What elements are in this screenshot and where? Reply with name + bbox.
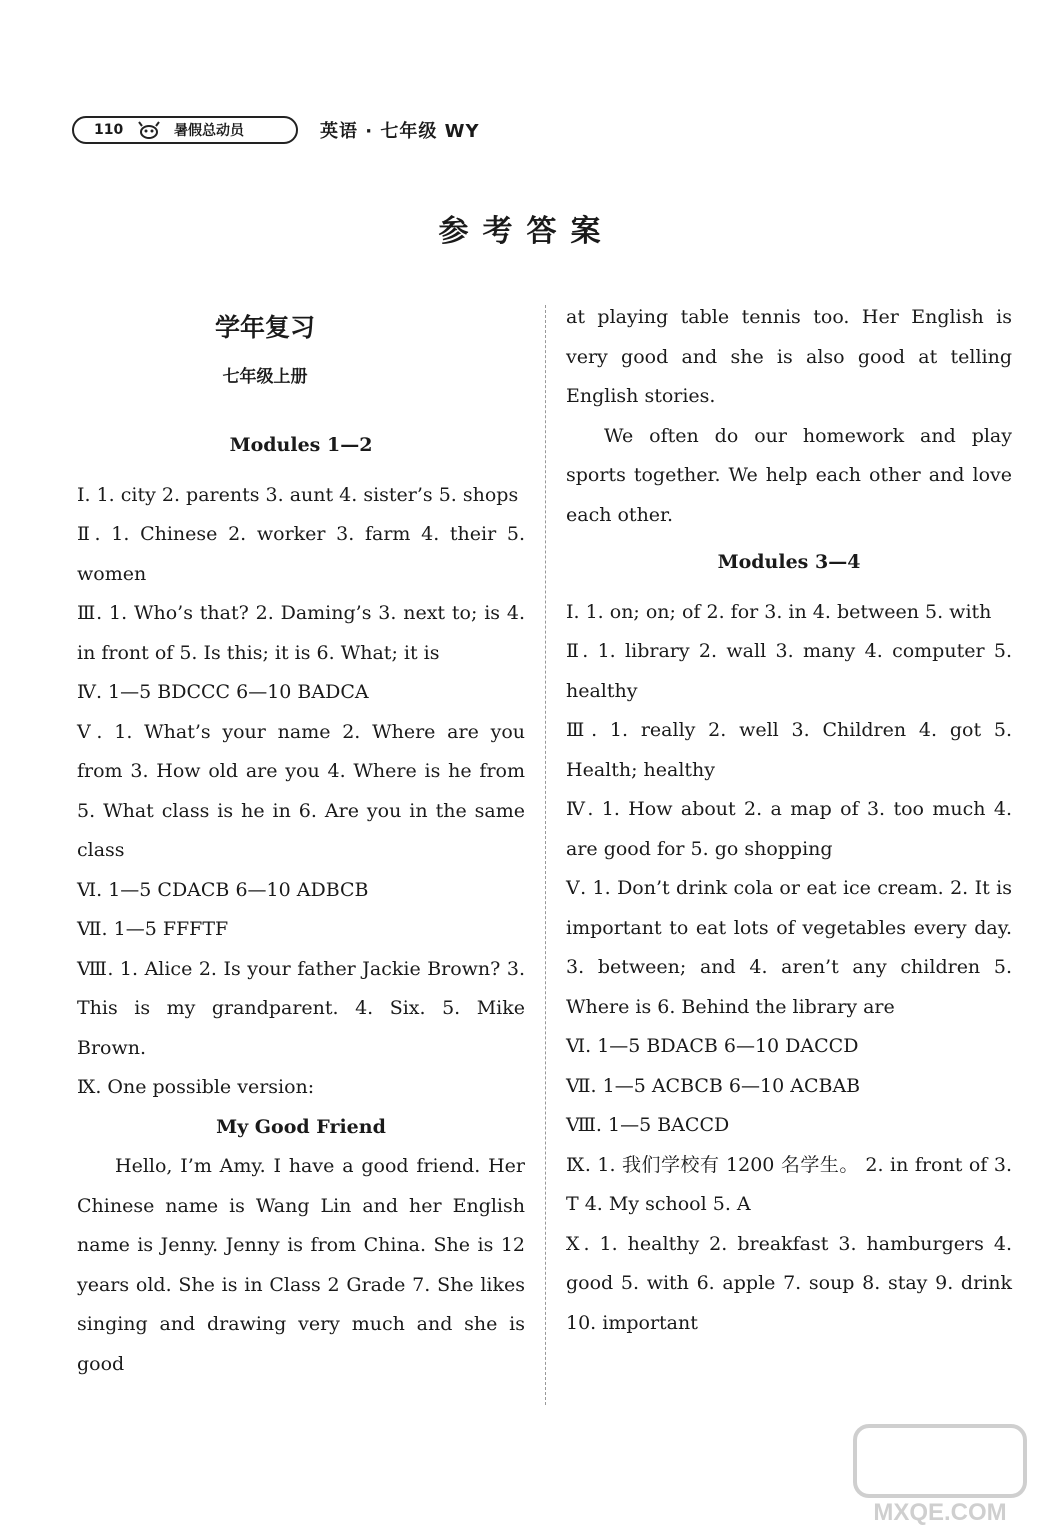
watermark-logo [845,1418,1035,1528]
left-column [77,418,525,1384]
answer-line: Ⅰ. 1. city 2. parents 3. aunt 4. sister’s 5. shops [77,483,519,506]
answer-line: Ⅶ. 1—5 ACBCB 6—10 ACBAB [566,1074,861,1097]
subject-label: 英语 · 七年级 WY [320,121,480,142]
answer-line: Ⅳ. 1. How about 2. a map of 3. too much 4. are good for 5. go shopping [566,798,1012,860]
header-badge [72,116,298,144]
answer-line: Ⅴ. 1. What’s your name 2. Where are you from 3. How old are you 4. Where is he from 5. What class is he in 6. Are you in the same class [77,720,525,861]
answer-line: at playing table tennis too. Her English is very good and she is also good at telling English stories. [566,306,1012,407]
answer-line: Ⅸ. 1. 我们学校有 1200 名学生。 2. in front of 3. T 4. My school 5. A [566,1153,1012,1215]
section-subtitle: 七年级上册 [222,367,308,387]
answer-line: Ⅶ. 1—5 FFFTF [77,918,229,940]
right-column [566,298,1012,1343]
answer-line: Ⅴ. 1. Don’t drink cola or eat ice cream. 2. It is important to eat lots of vegetables every day. 3. between; and 4. aren’t any children 5. Where is 6. Behind the library are [566,877,1012,1018]
answer-line: Ⅱ. 1. library 2. wall 3. many 4. computer 5. healthy [566,640,1012,702]
svg-text:MXQE.COM: MXQE.COM [873,1499,1007,1526]
module-heading: Modules 3—4 [717,551,861,573]
answer-line: Hello, I’m Amy. I have a good friend. Her Chinese name is Wang Lin and her English name is Jenny. Jenny is from China. She is 12 years old. She is in Class 2 Grade 7. She likes singing and drawing very much and she is good [77,1155,525,1375]
page-title: 参考答案 [438,214,615,249]
answer-line: Ⅲ. 1. Who’s that? 2. Daming’s 3. next to; is 4. in front of 5. Is this; it is 6. What; it is [77,602,525,664]
mascot-icon [136,121,162,139]
answer-line: Ⅱ. 1. Chinese 2. worker 3. farm 4. their 5. women [77,523,525,585]
page-header [72,116,480,144]
answer-line: We often do our homework and play sports together. We help each other and love each other. [566,424,1012,526]
module-heading: Modules 1—2 [229,434,373,456]
answer-line: Ⅵ. 1—5 BDACB 6—10 DACCD [566,1035,859,1057]
answer-line: Ⅳ. 1—5 BDCCC 6—10 BADCA [77,681,369,703]
section-title: 学年复习 [214,313,315,342]
column-divider [545,305,546,1405]
answer-line: Ⅵ. 1—5 CDACB 6—10 ADBCB [77,878,369,901]
answer-line: Ⅸ. One possible version: [77,1076,315,1098]
answer-line: Ⅷ. 1. Alice 2. Is your father Jackie Brown? 3. This is my grandparent. 4. Six. 5. Mike Brown. [77,957,525,1059]
page-number: 110 [94,122,124,138]
answer-line: Ⅲ. 1. really 2. well 3. Children 4. got 5. Health; healthy [566,719,1012,781]
answer-line: Ⅷ. 1—5 BACCD [566,1114,730,1136]
essay-title: My Good Friend [216,1115,386,1138]
answer-line: Ⅰ. 1. on; on; of 2. for 3. in 4. between 5. with [566,600,992,623]
answer-line: Ⅹ. 1. healthy 2. breakfast 3. hamburgers 4. good 5. with 6. apple 7. soup 8. stay 9. drink 10. important [566,1232,1012,1334]
brand-name: 暑假总动员 [174,123,244,139]
